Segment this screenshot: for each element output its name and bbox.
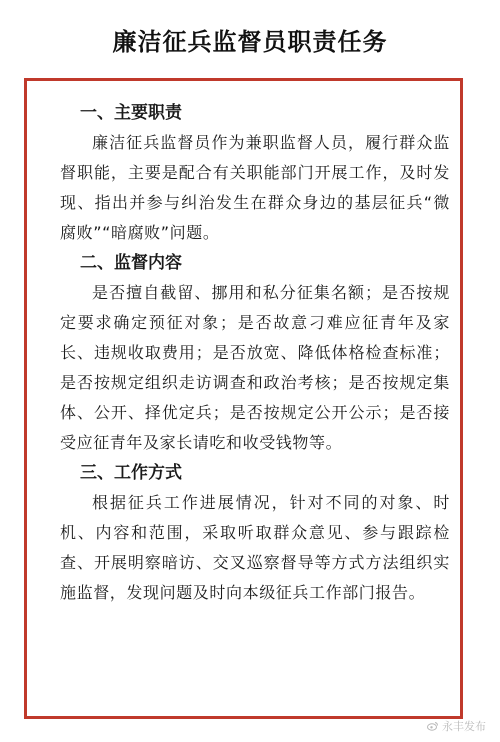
section-paragraph: 根据征兵工作进展情况，针对不同的对象、时机、内容和范围，采取听取群众意见、参与跟踪检查、开展明察暗访、交叉巡察督导等方式方法组织实施监督，发现问题及时向本级征兵工作部门报告。 <box>60 493 450 602</box>
section-main-duties <box>60 98 450 248</box>
section-heading: 三、工作方式 <box>80 463 182 483</box>
section-heading: 一、主要职责 <box>80 103 182 123</box>
section-paragraph: 是否擅自截留、挪用和私分征集名额；是否按规定要求确定预征对象；是否故意刁难应征青年及家长、违规收取费用；是否放宽、降低体格检查标准；是否按规定组织走访调查和政治考核；是否按规定集体、公开、择优定兵；是否按规定公开公示；是否接受应征青年及家长请吃和收受钱物等。 <box>60 283 450 452</box>
section-working-methods <box>60 458 450 608</box>
watermark-text: 永丰发布 <box>442 720 486 733</box>
document-content <box>60 98 450 608</box>
section-heading: 二、监督内容 <box>80 253 182 273</box>
section-paragraph: 廉洁征兵监督员作为兼职监督人员，履行群众监督职能，主要是配合有关职能部门开展工作，及时发现、指出并参与纠治发生在群众身边的基层征兵“微腐败”“暗腐败”问题。 <box>60 133 450 242</box>
section-supervision-content <box>60 248 450 458</box>
page-title: 廉洁征兵监督员职责任务 <box>112 28 388 56</box>
watermark <box>427 718 486 734</box>
weibo-icon <box>427 721 439 731</box>
